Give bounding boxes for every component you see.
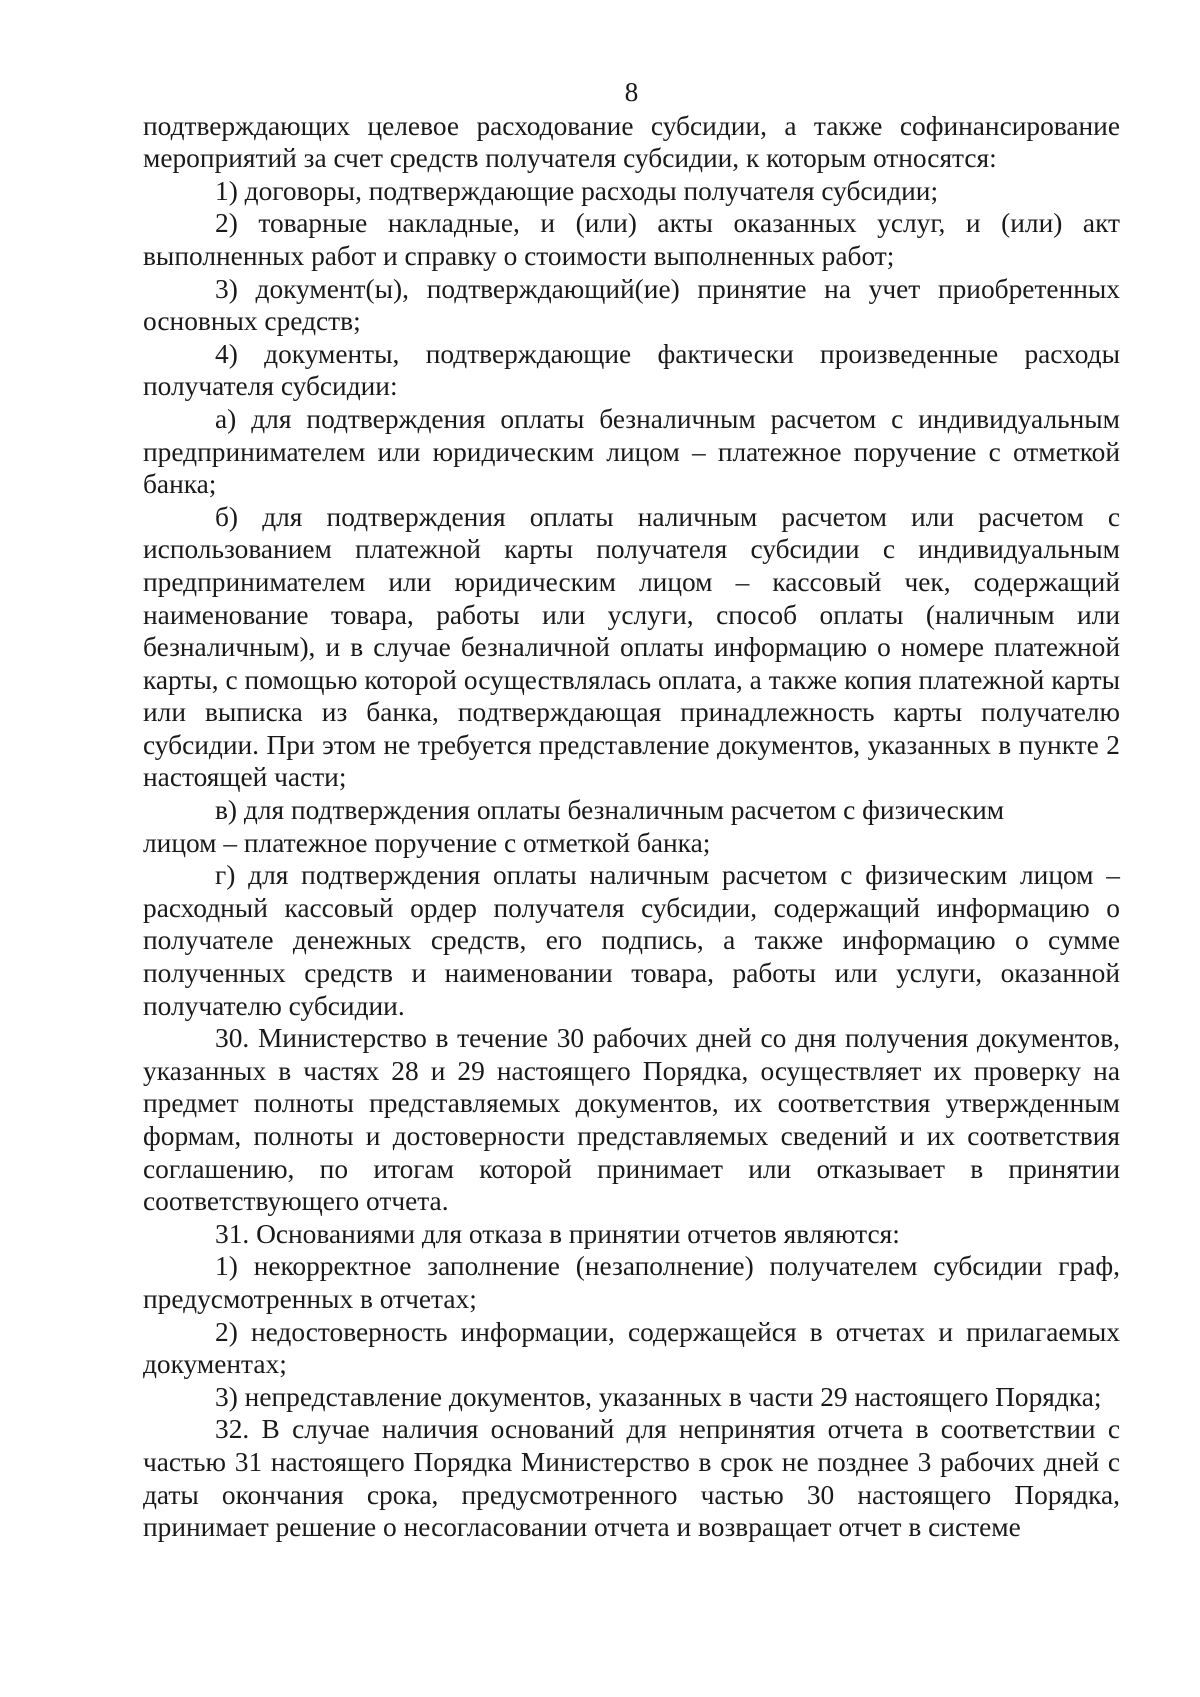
document-page (143, 76, 1120, 1544)
page-number: 8 (624, 77, 639, 107)
clause-31-item-1: 1) некорректное заполнение (незаполнение) получателем субсидии граф, предусмотренных в отчетах; (143, 1251, 1120, 1314)
list-item-4: 4) документы, подтверждающие фактически произведенные расходы получателя субсидии: (143, 338, 1120, 402)
sub-item-g: г) для подтверждения оплаты наличным расчетом с физическим лицом – расходный кассовый ордер получателя субсидии, содержащий информацию о получателе денежных средств, его подпись, а также информацию о сумме полученных средств и наименовании товара, работы или услуги, оказанной получателю субсидии. (143, 860, 1120, 1021)
clause-31-item-3: 3) непредставление документов, указанных в части 29 настоящего Порядка; (215, 1381, 1102, 1412)
clause-30: 30. Министерство в течение 30 рабочих дней со дня получения документов, указанных в частях 28 и 29 настоящего Порядка, осуществляет их проверку на предмет полноты представляемых документов, их соответствия утвержденным формам, полноты и достоверности представляемых сведений и их соответствия соглашению, по итогам которой принимает или отказывает в принятии соответствующего отчета. (143, 1023, 1120, 1217)
clause-32: 32. В случае наличия оснований для непринятия отчета в соответствии с частью 31 настоящего Порядка Министерство в срок не позднее 3 рабочих дней с даты окончания срока, предусмотренного частью 30 настоящего Порядка, принимает решение о несогласовании отчета и возвращает отчет в системе (143, 1414, 1120, 1543)
paragraph-continuation: подтверждающих целевое расходование субсидии, а также софинансирование мероприятий за счет средств получателя субсидии, к которым относятся: (143, 110, 1120, 174)
clause-31: 31. Основаниями для отказа в принятии отчетов являются: (215, 1218, 900, 1249)
list-item-1: 1) договоры, подтверждающие расходы получателя субсидии; (215, 175, 939, 206)
sub-item-b: б) для подтверждения оплаты наличным расчетом или расчетом с использованием платежной карты получателя субсидии с индивидуальным предпринимателем или юридическим лицом – кассовый чек, содержащий наименование товара, работы или услуги, способ оплаты (наличным или безналичным), и в случае безналичной оплаты информацию о номере платежной карты, с помощью которой осуществлялась оплата, а также копия платежной карты или выписка из банка, подтверждающая принадлежность карты получателю субсидии. При этом не требуется представление документов, указанных в пункте 2 настоящей части; (143, 501, 1120, 793)
sub-item-v-line-2: лицом – платежное поручение с отметкой банка; (143, 827, 711, 858)
list-item-3: 3) документ(ы), подтверждающий(ие) принятие на учет приобретенных основных средств; (143, 273, 1120, 337)
sub-item-v-line-1: в) для подтверждения оплаты безналичным расчетом с физическим (215, 795, 1005, 826)
clause-31-item-2: 2) недостоверность информации, содержащейся в отчетах и прилагаемых документах; (143, 1316, 1120, 1380)
list-item-2: 2) товарные накладные, и (или) акты оказанных услуг, и (или) акт выполненных работ и справку о стоимости выполненных работ; (143, 208, 1120, 271)
sub-item-a: а) для подтверждения оплаты безналичным расчетом с индивидуальным предпринимателем или юридическим лицом – платежное поручение с отметкой банка; (143, 403, 1120, 500)
